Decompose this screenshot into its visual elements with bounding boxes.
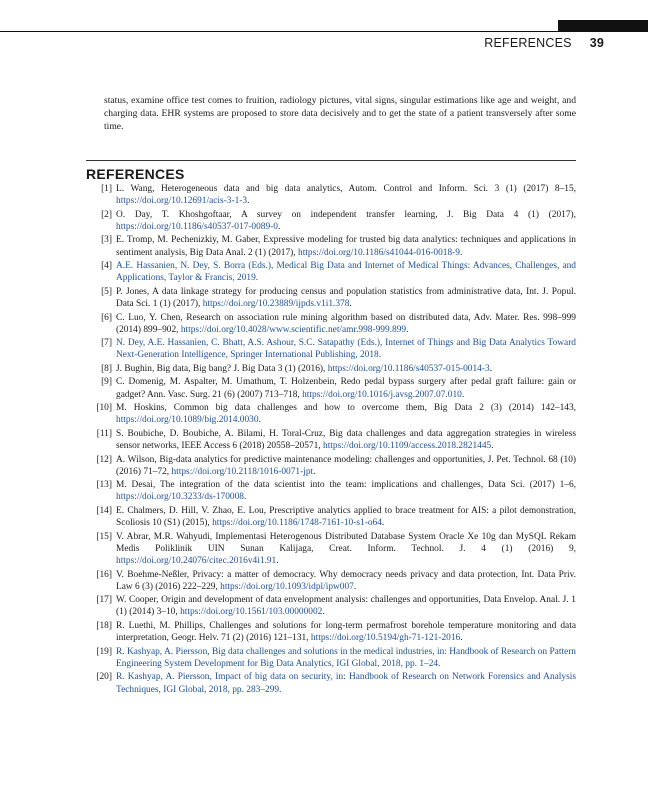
reference-citation: W. Cooper, Origin and development of data envelopment analysis: challenges and opportunities, Data Envelop. Anal. J. 1 (1) (2014) 3–10,	[116, 595, 576, 618]
doi-link[interactable]: https://doi.org/10.1186/1748-7161-10-s1-o64	[212, 518, 382, 529]
intro-paragraph: status, examine office test comes to fruition, radiology pictures, vital signs, singular estimations like age and weight, and charging data. EHR systems are proposed to store data decisively and to get the state of a patient transversely after some time.	[104, 95, 576, 132]
doi-link[interactable]: https://doi.org/10.5194/gh-71-121-2016	[310, 633, 461, 644]
reference-text	[116, 594, 576, 618]
reference-text	[116, 454, 576, 478]
reference-citation: E. Tromp, M. Pechenizkiy, M. Gaber, Expressive modeling for trusted big data analytics: techniques and applications in sentiment analysis, Big Data Anal. 2 (1) (2017),	[116, 235, 576, 258]
reference-item	[90, 260, 576, 284]
reference-tail: .	[406, 324, 409, 335]
section-rule	[86, 160, 576, 161]
reference-citation: E. Chalmers, D. Hill, V. Zhao, E. Lou, Prescriptive analytics applied to brace treatment for AIS: a pilot demonstration, Scoliosis 10 (S1) (2015),	[116, 505, 576, 529]
reference-citation: C. Domenig, M. Aspalter, M. Umathum, T. Holzenbein, Redo pedal bypass surgery after pedal graft failure: gain or gadget? Ann. Vasc. Surg. 21 (6) (2007) 713–718,	[116, 377, 576, 400]
reference-number: [6]	[101, 312, 112, 323]
reference-item	[90, 402, 576, 426]
reference-tail: .	[491, 441, 494, 452]
reference-text	[116, 312, 576, 336]
reference-item	[90, 505, 576, 529]
reference-number: [13]	[96, 480, 112, 491]
reference-item	[90, 454, 576, 478]
reference-text	[116, 428, 576, 452]
reference-item	[90, 428, 576, 452]
doi-link[interactable]: https://doi.org/10.23889/ijpds.v1i1.378	[202, 299, 350, 310]
reference-number: [8]	[101, 363, 112, 374]
reference-text	[116, 479, 576, 503]
reference-tail: .	[460, 633, 463, 644]
reference-number: [14]	[96, 505, 112, 516]
reference-text	[116, 646, 576, 670]
reference-number: [3]	[101, 235, 112, 246]
reference-text	[116, 234, 576, 258]
header-rule	[0, 31, 648, 32]
reference-citation: R. Kashyap, A. Piersson, Impact of big data on security, in: Handbook of Research on Network Forensics and Analysis Techniques, IGI Global, 2018, pp. 283–299.	[116, 672, 576, 695]
reference-item	[90, 594, 576, 618]
reference-tail: .	[277, 221, 281, 232]
reference-number: [9]	[101, 377, 112, 388]
reference-item	[90, 312, 576, 336]
reference-tail: .	[313, 466, 316, 477]
reference-text	[116, 505, 576, 529]
reference-citation: R. Kashyap, A. Piersson, Big data challenges and solutions in the medical industries, in: Handbook of Research on Pattern Engineering System Development for Big Data Analytics, IGI Global, 2018, pp. 1–24.	[116, 646, 576, 669]
reference-text	[116, 620, 576, 644]
doi-link[interactable]: https://doi.org/10.4028/www.scientific.net/amr.998-999.899	[180, 324, 407, 335]
reference-item	[90, 531, 576, 568]
reference-tail: .	[276, 556, 279, 567]
reference-text	[116, 337, 576, 361]
reference-tail: .	[461, 389, 465, 400]
reference-citation: M. Desai, The integration of the data scientist into the team: implications and challenges, Data Sci. (2017) 1–6,	[116, 480, 576, 491]
reference-number: [20]	[96, 672, 112, 683]
reference-number: [2]	[101, 209, 112, 220]
page-number: 39	[589, 36, 604, 50]
reference-number: [1]	[101, 184, 112, 194]
reference-text	[116, 376, 576, 400]
reference-number: [12]	[96, 454, 112, 465]
reference-tail: .	[258, 415, 261, 426]
reference-citation: O. Day, T. Khoshgoftaar, A survey on independent transfer learning, J. Big Data 4 (1) (2017),	[116, 209, 576, 220]
reference-tail: .	[353, 581, 357, 592]
reference-text	[116, 183, 576, 207]
reference-citation: M. Hoskins, Common big data challenges and how to overcome them, Big Data 2 (3) (2014) 142–143,	[116, 403, 576, 414]
reference-item	[90, 209, 576, 233]
reference-item	[90, 234, 576, 258]
reference-text	[116, 569, 576, 593]
reference-citation: L. Wang, Heterogeneous data and big data analytics, Autom. Control and Inform. Sci. 3 (1) (2017) 8–15,	[116, 184, 576, 194]
reference-tail: .	[243, 492, 247, 503]
reference-citation: A. Wilson, Big-data analytics for predictive maintenance modeling: challenges and opportunities, J. Pet. Technol. 68 (10) (2016) 71–72,	[116, 454, 576, 477]
reference-citation: J. Bughin, Big data, Big bang? J. Big Data 3 (1) (2016),	[116, 363, 328, 374]
doi-link[interactable]: https://doi.org/10.1016/j.avsg.2007.07.010	[302, 389, 462, 400]
reference-citation: V. Abrar, M.R. Wahyudi, Implementasi Heterogenous Distributed Database System Oracle Xe 10g dan MySQL Rekam Medis Poliklinik UIN Sunan Kalijaga, Creat. Inform. Technol. J. 4 (1) (2016) 9,	[116, 531, 576, 554]
reference-text	[116, 671, 576, 695]
reference-item	[90, 671, 576, 695]
reference-item	[90, 479, 576, 503]
reference-citation: N. Dey, A.E. Hassanien, C. Bhatt, A.S. Ashour, S.C. Satapathy (Eds.), Internet of Things and Big Data Analytics Toward Next-Generation Intelligence, Springer International Publishing, 2018.	[116, 338, 576, 361]
doi-link[interactable]: https://doi.org/10.2118/1016-0071-jpt	[171, 466, 314, 477]
reference-number: [10]	[96, 403, 112, 414]
reference-list	[90, 183, 576, 697]
reference-item	[90, 337, 576, 361]
doi-link[interactable]: https://doi.org/10.12691/acis-3-1-3	[116, 196, 248, 207]
doi-link[interactable]: https://doi.org/10.3233/ds-170008	[116, 492, 244, 503]
reference-item	[90, 363, 576, 375]
reference-number: [16]	[96, 569, 112, 580]
reference-number: [4]	[101, 261, 112, 272]
reference-citation: S. Boubiche, D. Boubiche, A. Bilami, H. Toral-Cruz, Big data challenges and data aggregation strategies in wireless sensor networks, IEEE Access 6 (2018) 20558–20571,	[116, 428, 576, 452]
reference-tail: .	[247, 196, 250, 207]
reference-number: [7]	[101, 338, 112, 349]
reference-tail: .	[459, 247, 463, 258]
doi-link[interactable]: https://doi.org/10.24076/citec.2016v4i1.91	[116, 556, 277, 567]
doi-link[interactable]: https://doi.org/10.1186/s40537-017-0089-0	[116, 221, 278, 232]
reference-number: [5]	[101, 286, 112, 297]
reference-number: [19]	[96, 646, 112, 657]
reference-text	[116, 260, 576, 284]
running-head-section: REFERENCES	[484, 36, 572, 50]
reference-tail: .	[489, 363, 493, 374]
reference-citation: C. Luo, Y. Chen, Research on association rule mining algorithm based on distributed data, Adv. Mater. Res. 998–999 (2014) 899–902,	[116, 312, 576, 335]
reference-item	[90, 569, 576, 593]
running-head	[484, 36, 604, 50]
doi-link[interactable]: https://doi.org/10.1186/s41044-016-0018-9	[298, 247, 460, 258]
reference-item	[90, 620, 576, 644]
reference-text	[116, 363, 576, 375]
reference-tail: .	[381, 518, 385, 529]
reference-citation: P. Jones, A data linkage strategy for producing census and population statistics from administrative data, Int. J. Popul. Data Sci. 1 (1) (2017),	[116, 286, 576, 310]
doi-link[interactable]: https://doi.org/10.1093/idpl/ipw007	[220, 581, 354, 592]
reference-citation: R. Luethi, M. Phillips, Challenges and solutions for long-term permafrost borehole temperature monitoring and data interpretation, Geogr. Helv. 71 (2) (2016) 121–131,	[116, 620, 576, 644]
reference-text	[116, 286, 576, 310]
doi-link[interactable]: https://doi.org/10.1109/access.2018.2821445	[323, 441, 492, 452]
reference-item	[90, 376, 576, 400]
reference-number: [15]	[96, 531, 112, 542]
doi-link[interactable]: https://doi.org/10.1561/103.00000002	[180, 607, 323, 618]
reference-text	[116, 531, 576, 568]
reference-number: [17]	[96, 595, 112, 606]
reference-tail: .	[349, 299, 352, 310]
reference-item	[90, 183, 576, 207]
references-title: REFERENCES	[86, 166, 185, 182]
doi-link[interactable]: https://doi.org/10.1186/s40537-015-0014-3	[327, 363, 490, 374]
reference-citation: V. Boehme-Neßler, Privacy: a matter of democracy. Why democracy needs privacy and data protection, Int. Data Priv. Law 6 (3) (2016) 222–229,	[116, 569, 576, 592]
reference-number: [18]	[96, 620, 112, 631]
reference-citation: A.E. Hassanien, N. Dey, S. Borra (Eds.), Medical Big Data and Internet of Medical Things: Advances, Challenges, and Applications, Taylor & Francis, 2019.	[116, 261, 576, 284]
reference-item	[90, 646, 576, 670]
doi-link[interactable]: https://doi.org/10.1089/big.2014.0030	[116, 415, 259, 426]
reference-number: [11]	[96, 428, 112, 439]
reference-text	[116, 209, 576, 233]
reference-text	[116, 402, 576, 426]
reference-item	[90, 286, 576, 310]
reference-tail: .	[322, 607, 325, 618]
